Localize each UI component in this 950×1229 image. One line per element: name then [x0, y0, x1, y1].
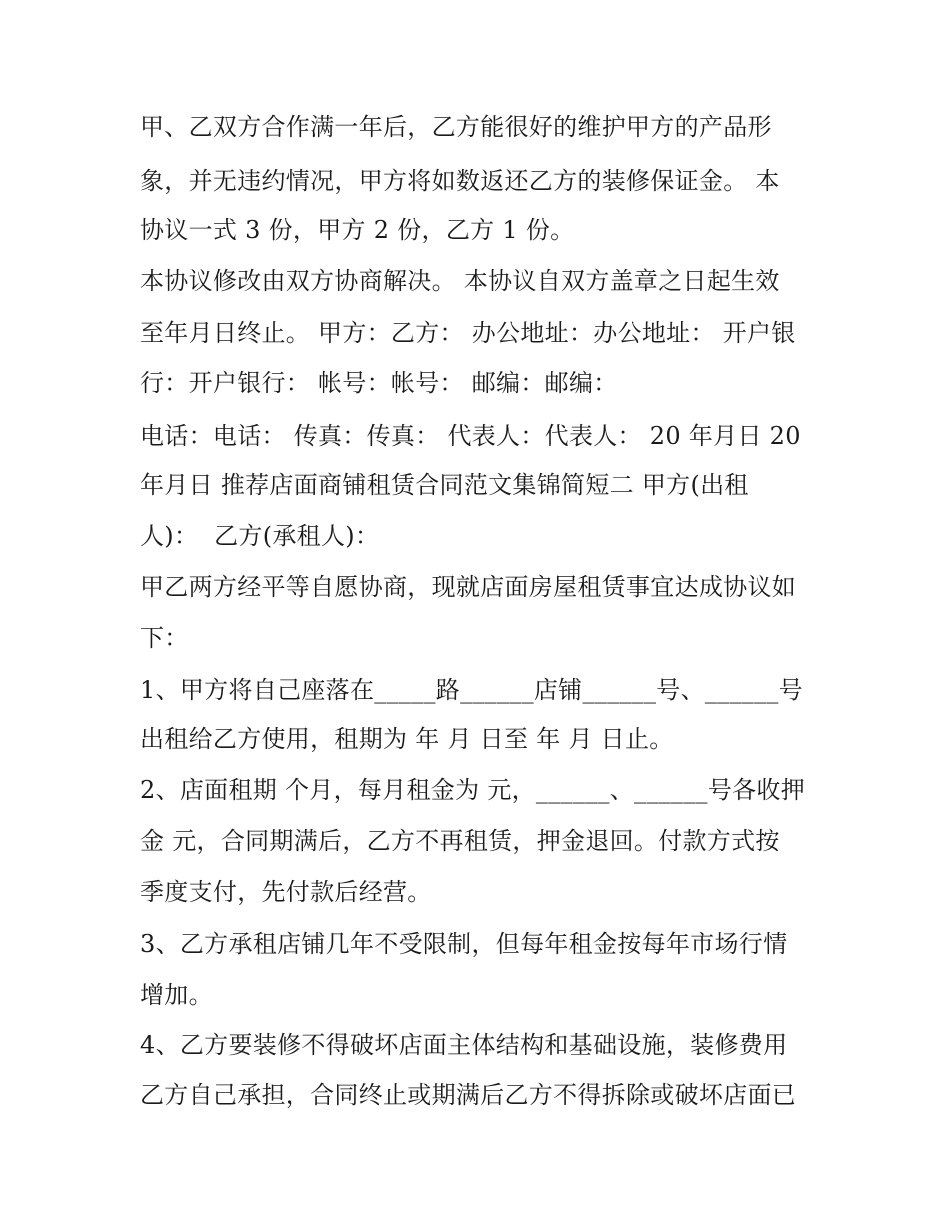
- text-line: 1、甲方将自己座落在_____路______店铺______号、______号: [140, 676, 803, 704]
- text-line: 行：开户银行： 帐号：帐号： 邮编：邮编：: [140, 369, 618, 397]
- text-line: 协议一式 3 份，甲方 2 份，乙方 1 份。: [140, 216, 575, 244]
- text-line: 甲乙两方经平等自愿协商，现就店面房屋租赁事宜达成协议如: [140, 573, 797, 601]
- text-line: 年月日 推荐店面商铺租赁合同范文集锦简短二 甲方(出租: [140, 471, 749, 499]
- text-line: 本协议修改由双方协商解决。 本协议自双方盖章之日起生效: [140, 267, 780, 295]
- text-line: 出租给乙方使用，租期为 年 月 日至 年 月 日止。: [140, 725, 674, 753]
- text-line: 季度支付，先付款后经营。: [140, 878, 432, 906]
- text-line: 甲、乙双方合作满一年后，乙方能很好的维护甲方的产品形: [140, 113, 772, 141]
- text-line: 2、店面租期 个月，每月租金为 元，______、______号各收押: [140, 776, 806, 804]
- text-line: 增加。: [140, 981, 213, 1009]
- text-line: 乙方自己承担，合同终止或期满后乙方不得拆除或破坏店面已: [140, 1081, 797, 1109]
- text-line: 4、乙方要装修不得破坏店面主体结构和基础设施，装修费用: [140, 1031, 788, 1059]
- text-line: 下：: [140, 624, 189, 652]
- text-line: 电话：电话： 传真：传真： 代表人：代表人： 20 年月日 20: [140, 422, 801, 450]
- text-line: 至年月日终止。 甲方：乙方： 办公地址：办公地址： 开户银: [140, 319, 796, 347]
- text-line: 3、乙方承租店铺几年不受限制，但每年租金按每年市场行情: [140, 930, 788, 958]
- text-line: 人)： 乙方(承租人)：: [140, 522, 380, 550]
- text-line: 金 元，合同期满后，乙方不再租赁，押金退回。付款方式按: [140, 827, 780, 855]
- text-line: 象，并无违约情况，甲方将如数返还乙方的装修保证金。 本: [140, 167, 780, 195]
